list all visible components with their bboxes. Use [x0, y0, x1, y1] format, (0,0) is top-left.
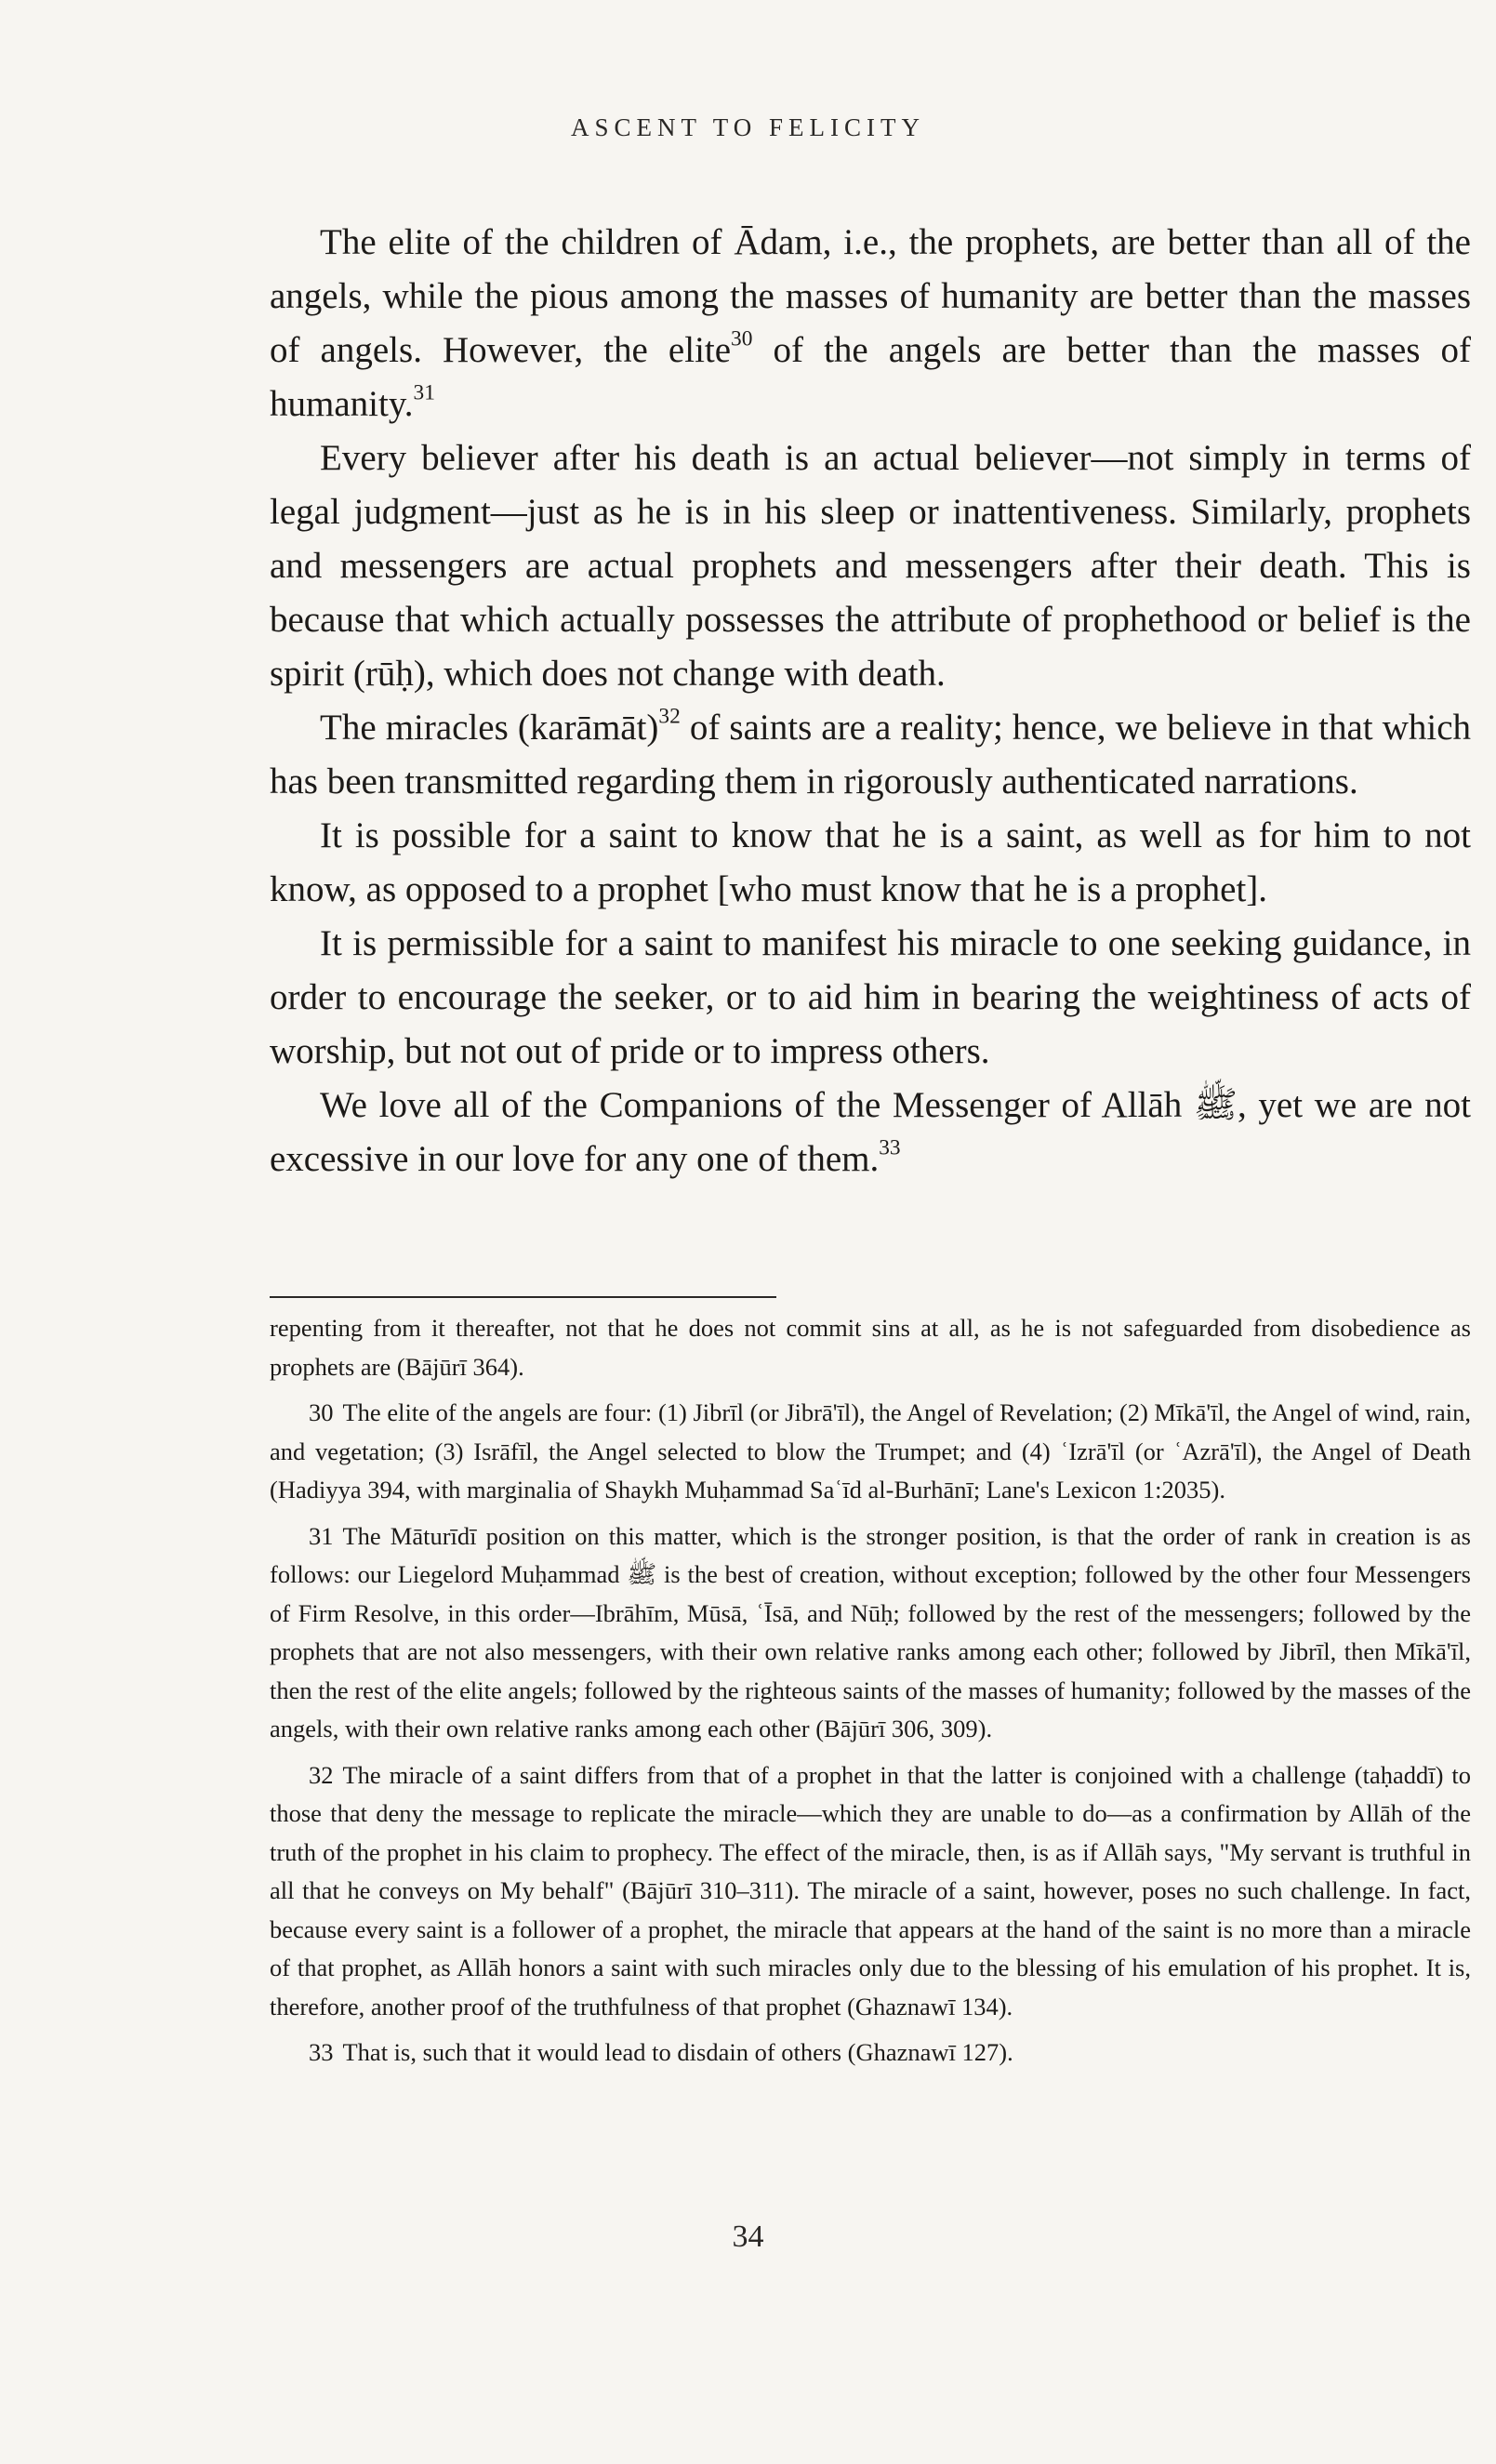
- footnote-divider: [270, 1296, 776, 1298]
- paragraph: It is permissible for a saint to manifest his miracle to one seeking guidance, in order to encourage the seeker, or to aid him in bearing the weightiness of acts of worship, but not out of pride or to impress others.: [270, 923, 1471, 1071]
- footnote-number: 32: [309, 1760, 334, 1789]
- paragraph: [270, 1079, 1471, 1186]
- paragraph-text: of saints are a reality; hence, we believe in that which has been transmitted regarding them in rigorously authenticated narrations.: [270, 708, 1472, 801]
- footnote-ref[interactable]: 32: [658, 704, 681, 729]
- footnote-text: The Māturīdī position on this matter, which is the stronger position, is that the order of rank in creation is as follows: our Liegelord Muḥammad ﷺ is the best of creation, without exception; followed by the other four Messengers of Firm Resolve, in this order—Ibrāhīm, Mūsā, ʿĪsā, and Nūḥ; followed by the rest of the messengers; followed by the prophets that are not also messengers, with their own relative ranks among each other; followed by Jibrīl, then Mīkā'īl, then the rest of the elite angels; followed by the righteous saints of the masses of humanity; followed by the masses of the angels, with their own relative ranks among each other (Bājūrī 306, 309).: [270, 1521, 1471, 1742]
- paragraph-text: We love all of the Companions of the Messenger of Allāh ﷺ, yet we are not excessive in our love for any one of them.: [270, 1085, 1471, 1179]
- footnote-ref[interactable]: 30: [731, 326, 753, 351]
- footnote-ref[interactable]: 33: [879, 1135, 901, 1160]
- footnote-text: The miracle of a saint differs from that of a prophet in that the latter is conjoined with a challenge (taḥaddī) to those that deny the message to replicate the miracle—which they are unable to do—as a confirmation by Allāh of the truth of the prophet in his claim to prophecy. The effect of the miracle, then, is as if Allāh says, "My servant is truthful in all that he conveys on My behalf" (Bājūrī 310–311). The miracle of a saint, however, poses no such challenge. In fact, because every saint is a follower of a prophet, the miracle that appears at the hand of the saint is no more than a miracle of that prophet, as Allāh honors a saint with such miracles only due to the blessing of his emulation of his prophet. It is, therefore, another proof of the truthfulness of that prophet (Ghaznawī 134).: [270, 1760, 1471, 2020]
- footnote-number: 31: [309, 1521, 334, 1550]
- footnote: [270, 1517, 1471, 1749]
- paragraph-text: of the angels are better than the masses of humanity.: [270, 330, 1471, 424]
- footnote-number: 33: [309, 2038, 334, 2066]
- paragraph: [270, 701, 1471, 809]
- running-head: ASCENT TO FELICITY: [570, 113, 926, 141]
- main-text: [270, 216, 1471, 1186]
- page-number: 34: [732, 2219, 764, 2254]
- footnote-continuation: repenting from it thereafter, not that he does not commit sins at all, as he is not safeguarded from disobedience as prophets are (Bājūrī 364).: [270, 1314, 1471, 1381]
- footnote-ref[interactable]: 31: [413, 380, 435, 405]
- paragraph-text: The elite of the children of Ādam, i.e., the prophets, are better than all of the angels, while the pious among the masses of humanity are better than the masses of angels. However, the elite: [270, 222, 1471, 370]
- footnote: [270, 1394, 1471, 1510]
- footnote: [270, 1756, 1471, 2027]
- paragraph: [270, 216, 1471, 431]
- footnote-number: 30: [309, 1398, 334, 1426]
- footnote-text: The elite of the angels are four: (1) Jibrīl (or Jibrā'īl), the Angel of Revelation; (2) Mīkā'īl, the Angel of wind, rain, and vegetation; (3) Isrāfīl, the Angel selected to blow the Trumpet; and (4) ʿIzrā'īl (or ʿAzrā'īl), the Angel of Death (Hadiyya 394, with marginalia of Shaykh Muḥammad Saʿīd al-Burhānī; Lane's Lexicon 1:2035).: [270, 1398, 1471, 1504]
- footnotes: [270, 1309, 1471, 2073]
- footnote: [270, 2033, 1471, 2073]
- paragraph-text: The miracles (karāmāt): [320, 708, 659, 748]
- paragraph: It is possible for a saint to know that he is a saint, as well as for him to not know, as opposed to a prophet [who must know that he is a prophet].: [270, 815, 1471, 909]
- paragraph: Every believer after his death is an actual believer—not simply in terms of legal judgment—just as he is in his sleep or inattentiveness. Similarly, prophets and messengers are actual prophets and messengers after their death. This is because that which actually possesses the attribute of prophethood or belief is the spirit (rūḥ), which does not change with death.: [270, 438, 1471, 694]
- footnote-text: That is, such that it would lead to disdain of others (Ghaznawī 127).: [342, 2038, 1013, 2066]
